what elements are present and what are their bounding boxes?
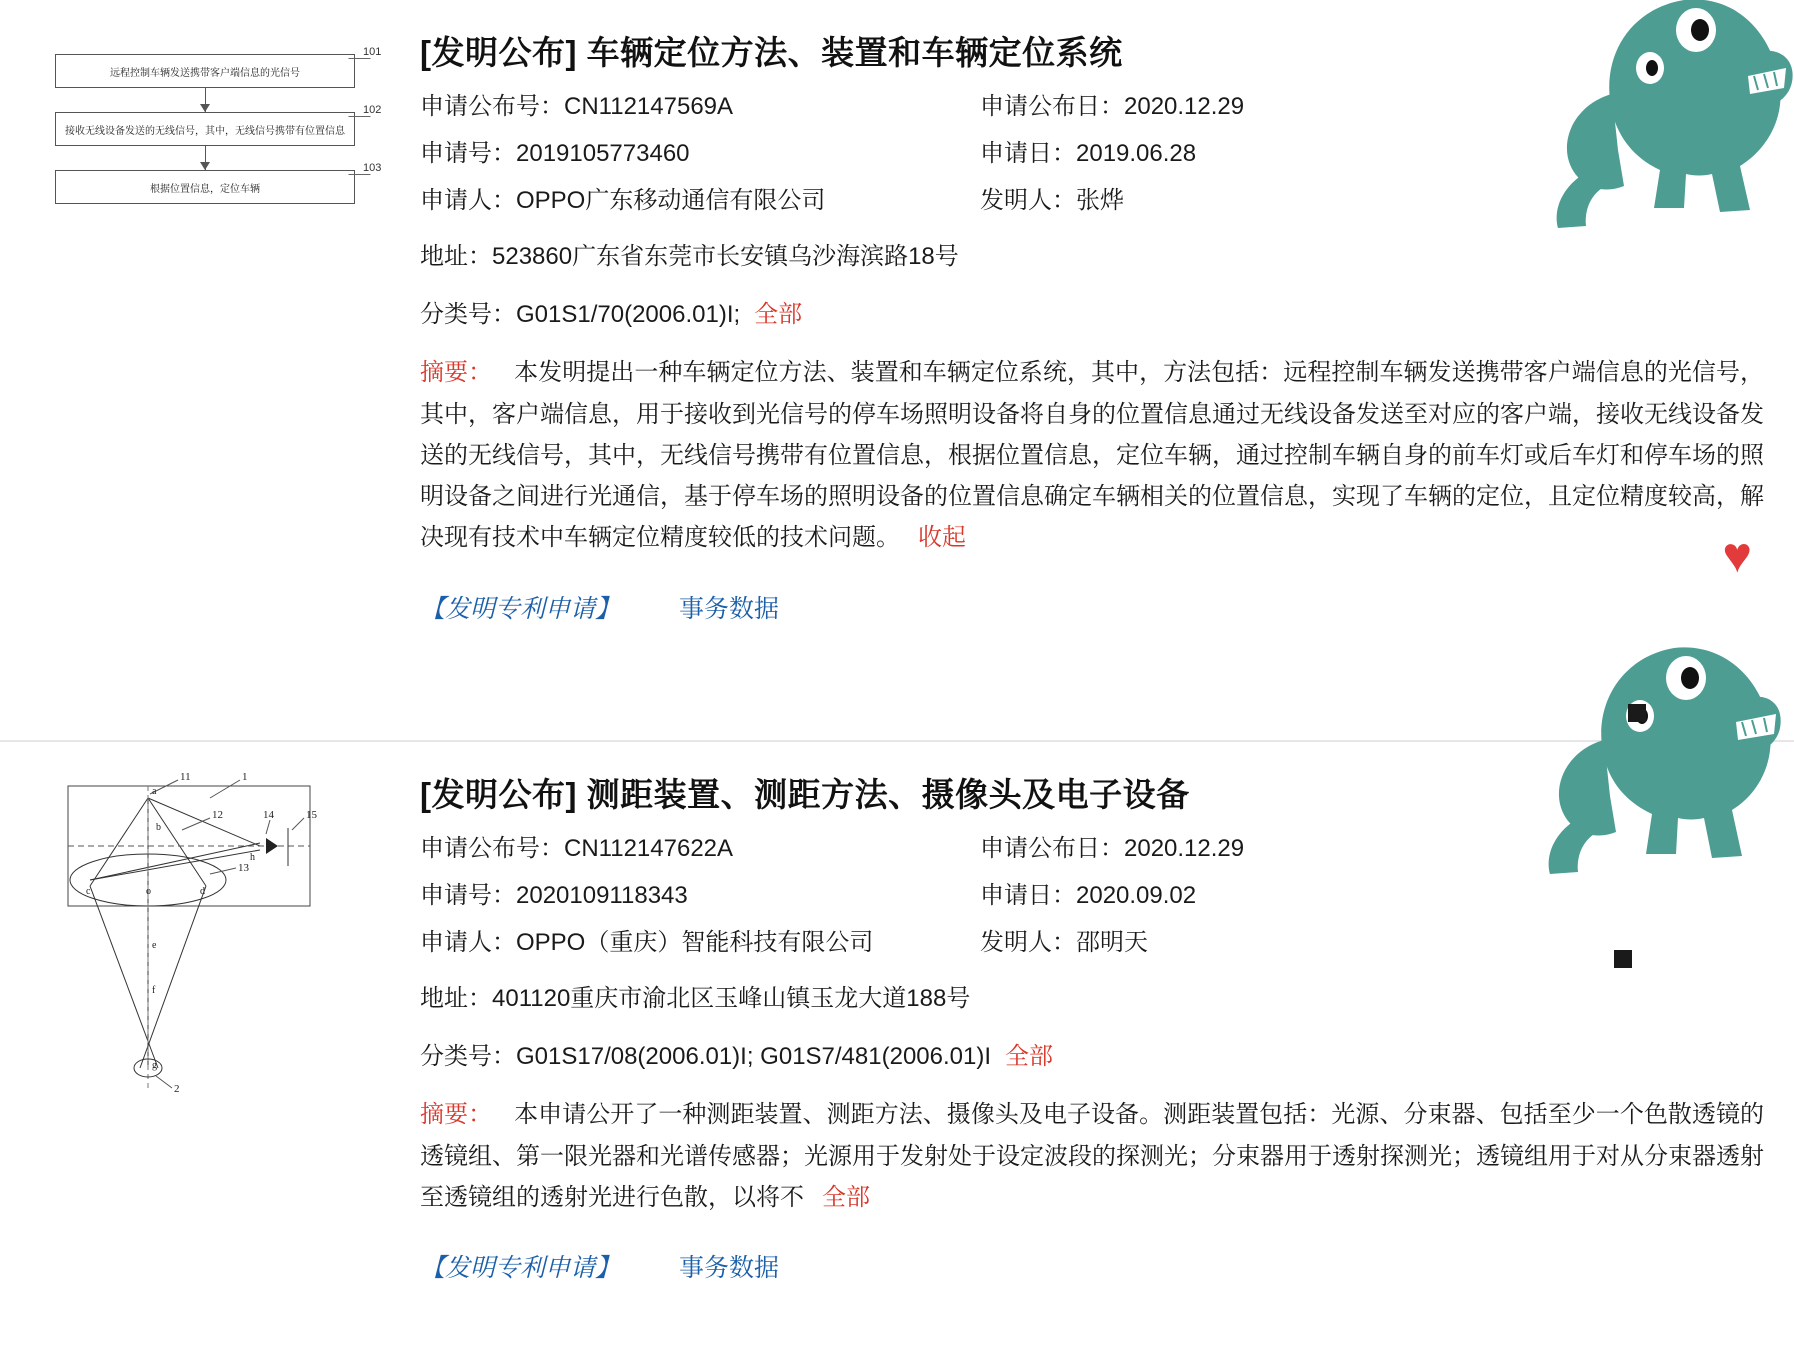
applicant-field [420, 931, 980, 955]
meta-row-application [420, 884, 1764, 908]
applicant-label: 申请人： [420, 929, 516, 957]
inventor-value: 邵明天 [1076, 929, 1148, 957]
meta-row-publication [420, 837, 1764, 861]
publication-date-field [980, 95, 1764, 119]
publication-date-label: 申请公布日： [980, 93, 1124, 121]
flowchart-arrow-icon [200, 162, 210, 170]
svg-text:f: f [152, 985, 156, 996]
applicant-label: 申请人： [420, 187, 516, 215]
svg-text:c: c [86, 886, 91, 897]
abstract-expand-link[interactable]: 全部 [822, 1183, 870, 1211]
transaction-data-link[interactable]: 事务数据 [678, 1254, 779, 1283]
abstract-block [420, 352, 1764, 558]
application-number-field [420, 142, 980, 166]
application-number-label: 申请号： [420, 140, 516, 168]
svg-text:1: 1 [242, 771, 248, 783]
address-field [420, 978, 1764, 1013]
svg-text:h: h [250, 852, 255, 863]
application-date-field [980, 884, 1764, 908]
patent-application-link[interactable]: 【发明专利申请】 [420, 594, 621, 623]
application-date-label: 申请日： [980, 140, 1076, 168]
publication-date-field [980, 837, 1764, 861]
svg-text:d: d [200, 886, 205, 897]
svg-text:a: a [152, 786, 157, 797]
svg-text:b: b [156, 822, 161, 833]
meta-row-application [420, 142, 1764, 166]
abstract-label: 摘要： [420, 359, 493, 387]
patent-type-tag: [发明公布] [420, 776, 577, 813]
svg-text:12: 12 [212, 809, 223, 821]
svg-text:15: 15 [306, 809, 317, 821]
classification-all-link[interactable]: 全部 [1005, 1043, 1054, 1071]
publication-number-value: CN112147622A [564, 835, 734, 863]
abstract-text: 本发明提出一种车辆定位方法、装置和车辆定位系统，其中，方法包括：远程控制车辆发送携带客户端信息的光信号，其中，客户端信息，用于接收到光信号的停车场照明设备将自身的位置信息通过无线设备发送至对应的客户端，接收无线设备发送的无线信号，其中，无线信号携带有位置信息，根据位置信息，定位车辆，通过控制车辆自身的前车灯或后车灯和停车场的照明设备之间进行光通信，基于停车场的照明设备的位置信息确定车辆相关的位置信息，实现了车辆的定位，且定位精度较高，解决现有技术中车辆定位精度较低的技术问题。 [420, 359, 1764, 552]
classification-label: 分类号： [420, 301, 516, 329]
application-date-value: 2020.09.02 [1076, 882, 1197, 910]
svg-text:13: 13 [238, 862, 249, 874]
svg-text:o: o [146, 886, 151, 897]
transaction-data-link[interactable]: 事务数据 [678, 594, 779, 623]
abstract-block [420, 1094, 1764, 1218]
svg-text:2: 2 [174, 1083, 180, 1095]
result-links-2 [420, 1248, 1764, 1284]
classification-field [420, 294, 1764, 329]
meta-row-publication [420, 95, 1764, 119]
inventor-field [980, 931, 1764, 955]
result-item [0, 742, 1794, 1360]
patent-info-1 [420, 0, 1794, 740]
result-links-1 [420, 589, 1764, 625]
flowchart-box: 接收无线设备发送的无线信号，其中，无线信号携带有位置信息 [55, 112, 355, 146]
application-number-value: 2020109118343 [516, 882, 688, 910]
inventor-field [980, 189, 1764, 213]
abstract-label: 摘要： [420, 1101, 493, 1129]
publication-date-value: 2020.12.29 [1124, 835, 1245, 863]
selection-marker [1614, 950, 1632, 968]
publication-number-label: 申请公布号： [420, 835, 564, 863]
patent-title[interactable] [420, 774, 1764, 815]
application-number-field [420, 884, 980, 908]
classification-label: 分类号： [420, 1043, 516, 1071]
classification-field [420, 1036, 1764, 1071]
publication-number-label: 申请公布号： [420, 93, 564, 121]
inventor-label: 发明人： [980, 929, 1076, 957]
inventor-value: 张烨 [1076, 187, 1124, 215]
abstract-text: 本申请公开了一种测距装置、测距方法、摄像头及电子设备。测距装置包括：光源、分束器、包括至少一个色散透镜的透镜组、第一限光器和光谱传感器；光源用于发射处于设定波段的探测光；分束器用于透射探测光；透镜组用于对从分束器透射至透镜组的透射光进行色散，以将不 [420, 1101, 1764, 1211]
application-date-field [980, 142, 1764, 166]
flowchart-box: 根据位置信息，定位车辆 [55, 170, 355, 204]
address-field [420, 236, 1764, 271]
flowchart-ref-number: 103 [363, 162, 382, 174]
applicant-value: OPPO（重庆）智能科技有限公司 [516, 929, 874, 957]
publication-number-field [420, 95, 980, 119]
flowchart-ref-number: 101 [363, 46, 382, 58]
inventor-label: 发明人： [980, 187, 1076, 215]
meta-row-applicant [420, 931, 1764, 955]
selection-marker [1628, 704, 1646, 722]
publication-number-field [420, 837, 980, 861]
classification-value: G01S17/08(2006.01)I; G01S7/481(2006.01)I [516, 1043, 992, 1071]
application-date-value: 2019.06.28 [1076, 140, 1197, 168]
application-number-value: 2019105773460 [516, 140, 690, 168]
applicant-field [420, 189, 980, 213]
applicant-value: OPPO广东移动通信有限公司 [516, 187, 826, 215]
publication-number-value: CN112147569A [564, 93, 734, 121]
publication-date-value: 2020.12.29 [1124, 93, 1245, 121]
heart-icon: ♥ [1722, 527, 1752, 583]
patent-thumbnail-1[interactable] [0, 0, 420, 740]
patent-title[interactable] [420, 32, 1764, 73]
address-value: 523860广东省东莞市长安镇乌沙海滨路18号 [492, 243, 959, 271]
patent-thumbnail-2[interactable] [0, 742, 420, 1360]
svg-text:11: 11 [180, 771, 191, 783]
address-label: 地址： [420, 985, 492, 1013]
classification-all-link[interactable]: 全部 [754, 301, 803, 329]
svg-text:e: e [152, 940, 157, 951]
publication-date-label: 申请公布日： [980, 835, 1124, 863]
address-label: 地址： [420, 243, 492, 271]
application-date-label: 申请日： [980, 882, 1076, 910]
abstract-collapse-link[interactable]: 收起 [918, 524, 966, 552]
flowchart-box: 远程控制车辆发送携带客户端信息的光信号 [55, 54, 355, 88]
meta-row-applicant [420, 189, 1764, 213]
optical-diagram-svg [60, 768, 360, 1098]
patent-type-tag: [发明公布] [420, 34, 577, 71]
patent-title-text: 测距装置、测距方法、摄像头及电子设备 [586, 776, 1190, 813]
classification-value: G01S1/70(2006.01)I; [516, 301, 741, 329]
flowchart-figure [25, 24, 395, 204]
application-number-label: 申请号： [420, 882, 516, 910]
patent-info-2 [420, 742, 1794, 1360]
flowchart-ref-number: 102 [363, 104, 382, 116]
address-value: 401120重庆市渝北区玉峰山镇玉龙大道188号 [492, 985, 971, 1013]
svg-text:14: 14 [263, 809, 274, 821]
patent-title-text: 车辆定位方法、装置和车辆定位系统 [586, 34, 1123, 71]
flowchart-arrow-icon [200, 104, 210, 112]
svg-text:g: g [152, 1060, 157, 1071]
patent-application-link[interactable]: 【发明专利申请】 [420, 1254, 621, 1283]
optical-diagram-figure [60, 768, 360, 1098]
